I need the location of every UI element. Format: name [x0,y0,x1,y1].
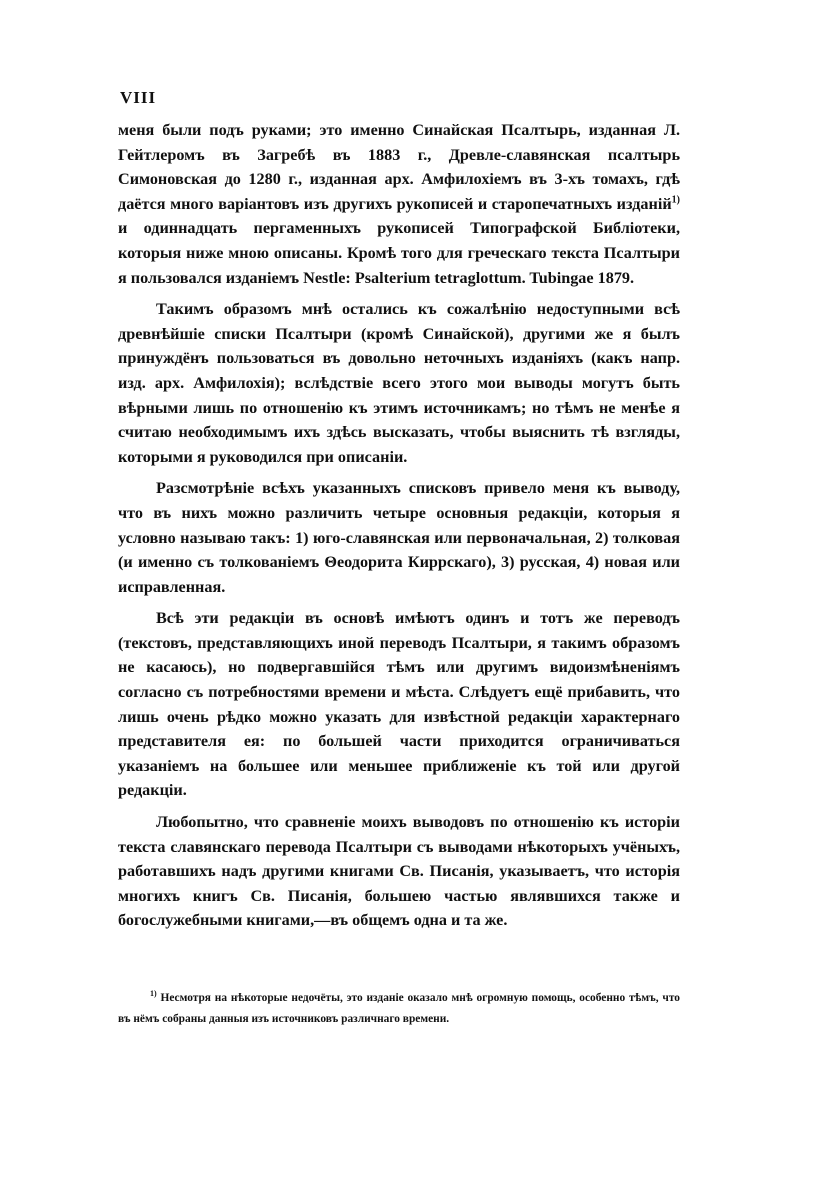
page-number: VIII [120,88,157,107]
body-text [118,118,680,940]
paragraph-3: Разсмотрѣніе всѣхъ указанныхъ списковъ привело меня къ выводу, что въ нихъ можно различить четыре основныя редакціи, которыя я условно называю такъ: 1) юго-славянская или первоначальная, 2) толковая (и именно съ толкованіемъ Θеодорита Киррскаго), 3) русская, 4) новая или исправленная. [118,479,680,596]
paragraph-1-text: меня были подъ руками; это именно Синайская Псалтырь, изданная Л. Гейтлеромъ въ Загребѣ въ 1883 г., Древле-славянская псалтырь Симоновская до 1280 г., изданная арх. Амфилохіемъ въ 3-хъ томахъ, гдѣ даётся много варіантовъ изъ другихъ рукописей и старопечатныхъ изданій [118,121,680,213]
paragraph-5: Любопытно, что сравненіе моихъ выводовъ по отношенію къ исторіи текста славянскаго перевода Псалтыри съ выводами нѣкоторыхъ учёныхъ, работавшихъ надъ другими книгами Св. Писанія, указываетъ, что исторія многихъ книгъ Св. Писанія, большею частью являвшихся также и богослужебными книгами,—въ общемъ одна и та же. [118,813,680,930]
footnote [118,988,680,1030]
footnote-marker: 1) [150,989,157,999]
paragraph-4: Всѣ эти редакціи въ основѣ имѣютъ одинъ и тотъ же переводъ (текстовъ, представляющихъ иной переводъ Псалтыри, я такимъ образомъ не касаюсь), но подвергавшійся тѣмъ или другимъ видоизмѣненіямъ согласно съ потребностями времени и мѣста. Слѣдуетъ ещё прибавить, что лишь очень рѣдко можно указать для извѣстной редакціи характернаго представителя ея: по большей части приходится ограничиваться указаніемъ на большее или меньшее приближеніе къ той или другой редакціи. [118,609,680,800]
footnote-reference: 1) [671,194,680,206]
paragraph-1 [118,118,680,290]
paragraph-2: Такимъ образомъ мнѣ остались къ сожалѣнію недоступными всѣ древнѣйшіе списки Псалтыри (кромѣ Синайской), другими же я былъ принуждёнъ пользоваться въ довольно неточныхъ изданіяхъ (какъ напр. изд. арх. Амфилохія); вслѣдствіе всего этого мои выводы могутъ быть вѣрными лишь по отношенію къ этимъ источникамъ; но тѣмъ не менѣе я считаю необходимымъ ихъ здѣсь высказать, чтобы выяснить тѣ взгляды, которыми я руководился при описаніи. [118,300,680,466]
footnote-text: Несмотря на нѣкоторые недочёты, это изданіе оказало мнѣ огромную помощь, особенно тѣмъ, что въ нёмъ собраны данныя изъ источниковъ различнаго времени. [118,992,680,1025]
paragraph-1-continuation: и одиннадцать пергаменныхъ рукописей Типографской Библіотеки, которыя ниже мною описаны. Кромѣ того для греческаго текста Псалтыри я пользовался изданіемъ Nestle: Psalterium tetraglottum. Tubingae 1879. [118,219,680,287]
